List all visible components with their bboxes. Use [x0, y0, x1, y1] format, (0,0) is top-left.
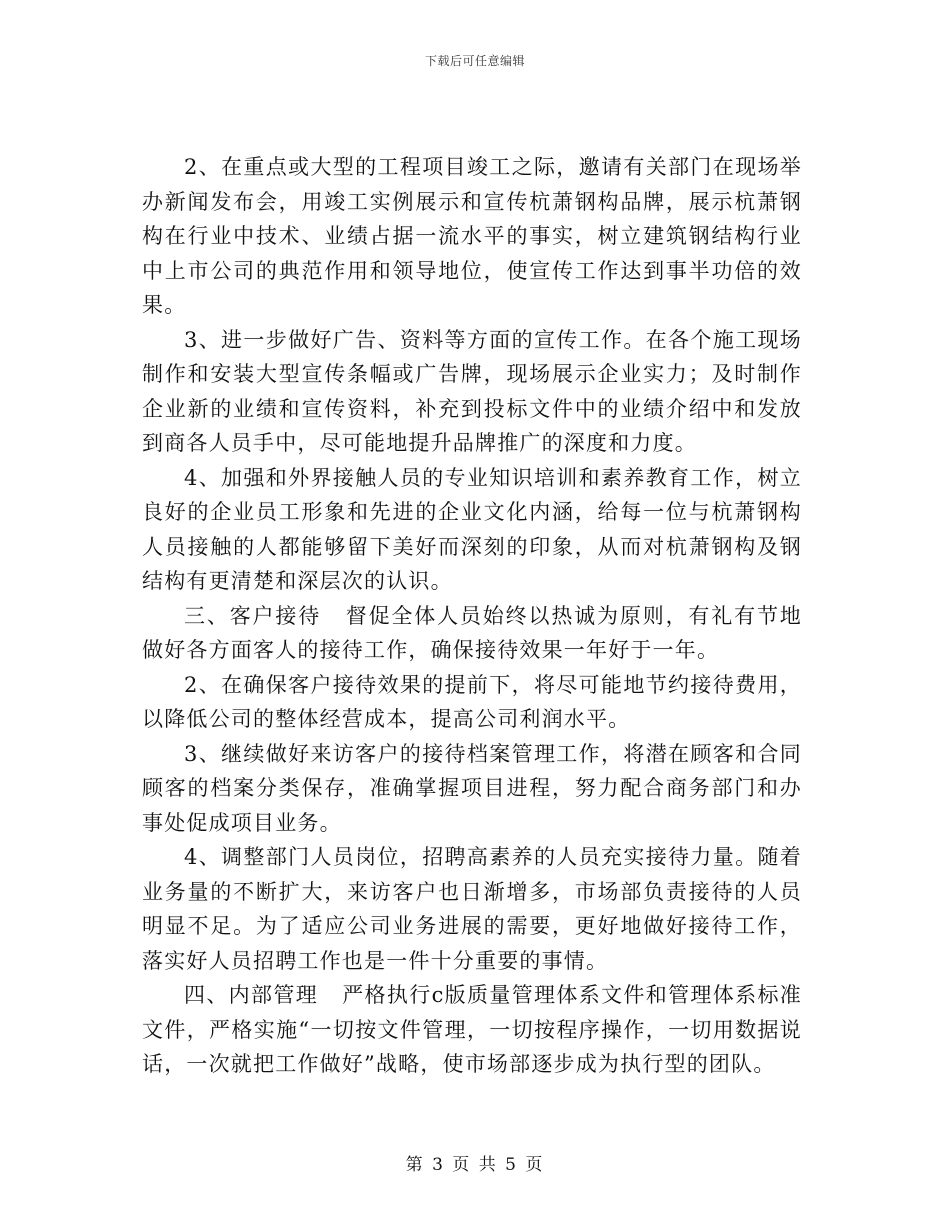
- section-customer-reception: [142, 599, 802, 668]
- paragraph-reception-4: 4、调整部门人员岗位，招聘高素养的人员充实接待力量。随着业务量的不断扩大，来访客户也日渐增多，市场部负责接待的人员明显不足。为了适应公司业务进展的需要，更好地做好接待工作，落实好人员招聘工作也是一件十分重要的事情。: [142, 845, 802, 973]
- paragraph-reception-3: 3、继续做好来访客户的接待档案管理工作，将潜在顾客和合同顾客的档案分类保存，准确掌握项目进程，努力配合商务部门和办事处促成项目业务。: [142, 741, 802, 835]
- page-header: 下载后可任意编辑: [424, 54, 525, 68]
- section-three-text: 督促全体人员始终以热诚为原则，有礼有节地做好各方面客人的接待工作，确保接待效果一年好于一年。: [142, 603, 802, 662]
- section-internal-management: [142, 978, 802, 1082]
- paragraph-publicity-3: 3、进一步做好广告、资料等方面的宣传工作。在各个施工现场制作和安装大型宣传条幅或广告牌，现场展示企业实力；及时制作企业新的业绩和宣传资料，补充到投标文件中的业绩介绍中和发放到商各人员手中，尽可能地提升品牌推广的深度和力度。: [142, 327, 802, 455]
- document-body: [142, 150, 802, 1082]
- section-four-text: 严格执行c版质量管理体系文件和管理体系标准文件，严格实施“一切按文件管理，一切按程序操作，一切用数据说话，一次就把工作做好”战略，使市场部逐步成为执行型的团队。: [142, 983, 802, 1076]
- paragraph-publicity-2: 2、在重点或大型的工程项目竣工之际，邀请有关部门在现场举办新闻发布会，用竣工实例展示和宣传杭萧钢构品牌，展示杭萧钢构在行业中技术、业绩占据一流水平的事实，树立建筑钢结构行业中上市公司的典范作用和领导地位，使宣传工作达到事半功倍的效果。: [142, 155, 802, 317]
- page-number-footer: 第 3 页 共 5 页: [405, 1155, 545, 1175]
- paragraph-publicity-4: 4、加强和外界接触人员的专业知识培训和素养教育工作，树立良好的企业员工形象和先进的企业文化内涵，给每一位与杭萧钢构人员接触的人都能够留下美好而深刻的印象，从而对杭萧钢构及钢结构有更清楚和深层次的认识。: [142, 465, 802, 593]
- section-four-title: 四、内部管理: [184, 983, 319, 1007]
- paragraph-reception-2: 2、在确保客户接待效果的提前下，将尽可能地节约接待费用，以降低公司的整体经营成本，提高公司利润水平。: [142, 672, 802, 731]
- section-three-title: 三、客户接待: [184, 603, 322, 628]
